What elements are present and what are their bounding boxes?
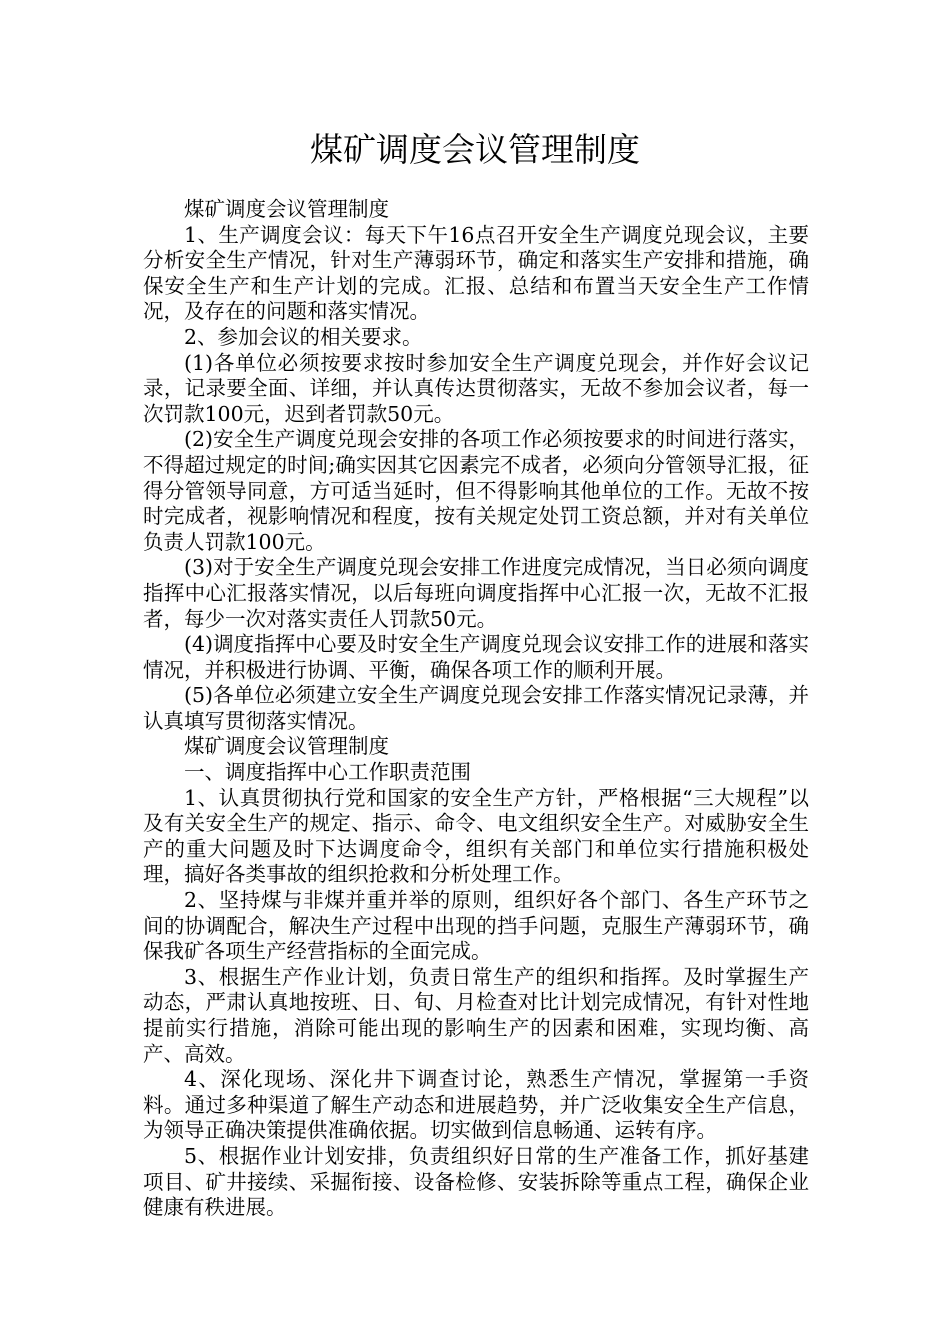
paragraph: (4)调度指挥中心要及时安全生产调度兑现会议安排工作的进展和落实情况，并积极进行协调、平衡，确保各项工作的顺利开展。 (143, 632, 809, 682)
paragraph-heading: 煤矿调度会议管理制度 (184, 734, 389, 759)
paragraph: 3、根据生产作业计划，负责日常生产的组织和指挥。及时掌握生产动态，严肃认真地按班、日、旬、月检查对比计划完成情况，有针对性地提前实行措施，消除可能出现的影响生产的因素和困难，实现均衡、高产、高效。 (143, 964, 809, 1066)
paragraph: (5)各单位必须建立安全生产调度兑现会安排工作落实情况记录薄，并认真填写贯彻落实情况。 (143, 683, 809, 733)
paragraph: (2)安全生产调度兑现会安排的各项工作必须按要求的时间进行落实，不得超过规定的时间;确实因其它因素完不成者，必须向分管领导汇报，征得分管领导同意，方可适当延时，但不得影响其他单位的工作。无故不按时完成者，视影响情况和程度，按有关规定处罚工资总额，并对有关单位负责人罚款100元。 (143, 427, 809, 554)
section-heading: 一、调度指挥中心工作职责范围 (184, 760, 471, 785)
paragraph: 5、根据作业计划安排，负责组织好日常的生产准备工作，抓好基建项目、矿井接续、采掘衔接、设备检修、安装拆除等重点工程，确保企业健康有秩进展。 (143, 1143, 809, 1220)
document-title: 煤矿调度会议管理制度 (310, 130, 640, 169)
paragraph-heading: 煤矿调度会议管理制度 (184, 197, 389, 221)
paragraph: 2、坚持煤与非煤并重并举的原则，组织好各个部门、各生产环节之间的协调配合，解决生产过程中出现的挡手问题，克服生产薄弱环节，确保我矿各项生产经营指标的全面完成。 (143, 888, 809, 964)
document-body (143, 197, 809, 1221)
paragraph: 1、认真贯彻执行党和国家的安全生产方针，严格根据“三大规程”以及有关安全生产的规定、指示、命令、电文组织安全生产。对威胁安全生产的重大问题及时下达调度命令，组织有关部门和单位实行措施积极处理，搞好各类事故的组织抢救和分析处理工作。 (143, 785, 809, 887)
paragraph: 1、生产调度会议：每天下午16点召开安全生产调度兑现会议，主要分析安全生产情况，针对生产薄弱环节，确定和落实生产安排和措施，确保安全生产和生产计划的完成。汇报、总结和布置当天安全生产工作情况，及存在的问题和落实情况。 (143, 222, 809, 324)
paragraph: 4、深化现场、深化井下调查讨论，熟悉生产情况，掌握第一手资料。通过多种渠道了解生产动态和进展趋势，并广泛收集安全生产信息，为领导正确决策提供准确依据。切实做到信息畅通、运转有序。 (143, 1067, 809, 1143)
paragraph: (3)对于安全生产调度兑现会安排工作进度完成情况，当日必须向调度指挥中心汇报落实情况，以后每班向调度指挥中心汇报一次，无故不汇报者，每少一次对落实责任人罚款50元。 (143, 555, 809, 631)
paragraph: 2、参加会议的相关要求。 (184, 324, 423, 349)
paragraph: (1)各单位必须按要求按时参加安全生产调度兑现会，并作好会议记录，记录要全面、详细，并认真传达贯彻落实，无故不参加会议者，每一次罚款100元，迟到者罚款50元。 (143, 350, 809, 426)
